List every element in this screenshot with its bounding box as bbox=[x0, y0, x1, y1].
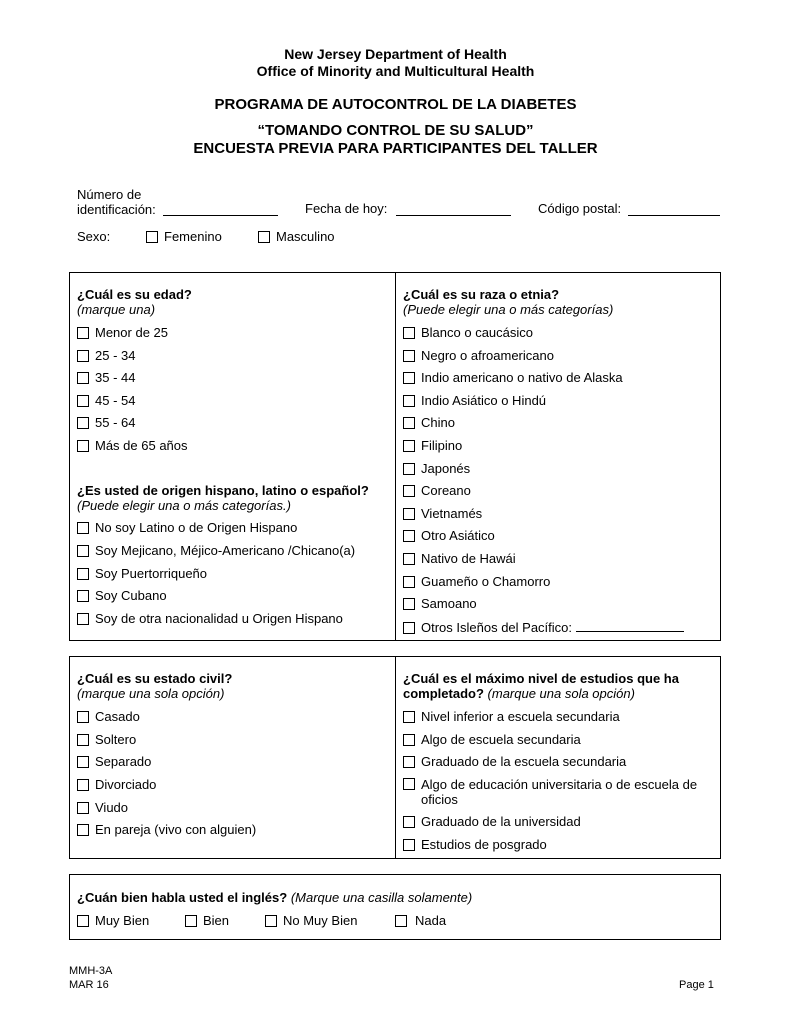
date-label: Fecha de hoy: bbox=[305, 201, 388, 216]
english-box bbox=[69, 874, 721, 940]
checkbox[interactable] bbox=[77, 613, 89, 625]
race-instruction: (Puede elegir una o más categorías) bbox=[403, 302, 614, 317]
age-option[interactable]: 35 - 44 bbox=[77, 370, 135, 385]
hispanic-instruction: (Puede elegir una o más categorías.) bbox=[77, 498, 291, 513]
checkbox[interactable] bbox=[77, 440, 89, 452]
box-divider bbox=[395, 272, 396, 641]
race-option[interactable]: Negro o afroamericano bbox=[403, 348, 554, 363]
race-option[interactable]: Nativo de Hawái bbox=[403, 551, 516, 566]
checkbox[interactable] bbox=[403, 530, 415, 542]
race-option[interactable]: Otro Asiático bbox=[403, 528, 495, 543]
education-option[interactable]: Estudios de posgrado bbox=[403, 837, 547, 852]
race-option[interactable]: Chino bbox=[403, 415, 455, 430]
checkbox[interactable] bbox=[403, 372, 415, 384]
box-divider bbox=[395, 656, 396, 859]
english-option[interactable]: Nada bbox=[395, 913, 446, 928]
hispanic-option[interactable]: Soy Mejicano, Méjico-Americano /Chicano(a) bbox=[77, 543, 355, 558]
education-option[interactable]: Graduado de la universidad bbox=[403, 814, 581, 829]
checkbox[interactable] bbox=[403, 417, 415, 429]
race-option[interactable]: Japonés bbox=[403, 461, 470, 476]
other-pacific-field[interactable] bbox=[576, 619, 684, 632]
english-option[interactable]: Muy Bien bbox=[77, 913, 149, 928]
checkbox[interactable] bbox=[77, 350, 89, 362]
marital-instruction: (marque una sola opción) bbox=[77, 686, 225, 701]
race-option[interactable]: Coreano bbox=[403, 483, 471, 498]
sex-option-female[interactable]: Femenino bbox=[146, 229, 222, 244]
page-number: Page 1 bbox=[679, 979, 714, 991]
race-option[interactable]: Guameño o Chamorro bbox=[403, 574, 550, 589]
marital-option[interactable]: En pareja (vivo con alguien) bbox=[77, 822, 256, 837]
checkbox[interactable] bbox=[403, 598, 415, 610]
checkbox[interactable] bbox=[77, 327, 89, 339]
checkbox[interactable] bbox=[146, 231, 158, 243]
education-option[interactable]: Algo de escuela secundaria bbox=[403, 732, 581, 747]
marital-option[interactable]: Casado bbox=[77, 709, 140, 724]
checkbox[interactable] bbox=[77, 779, 89, 791]
checkbox[interactable] bbox=[403, 327, 415, 339]
race-question: ¿Cuál es su raza o etnia? bbox=[403, 287, 560, 302]
checkbox[interactable] bbox=[77, 395, 89, 407]
zip-label: Código postal: bbox=[538, 201, 622, 216]
marital-question: ¿Cuál es su estado civil? bbox=[77, 671, 233, 686]
program-title: PROGRAMA DE AUTOCONTROL DE LA DIABETES bbox=[214, 96, 577, 113]
english-question: ¿Cuán bien habla usted el inglés? (Marque una casilla solamente) bbox=[77, 890, 473, 905]
checkbox[interactable] bbox=[258, 231, 270, 243]
marital-option[interactable]: Divorciado bbox=[77, 777, 156, 792]
hispanic-question: ¿Es usted de origen hispano, latino o español? bbox=[77, 483, 369, 498]
race-option[interactable]: Indio americano o nativo de Alaska bbox=[403, 370, 623, 385]
marital-option[interactable]: Separado bbox=[77, 754, 151, 769]
program-subtitle: “TOMANDO CONTROL DE SU SALUD” bbox=[257, 122, 534, 139]
checkbox[interactable] bbox=[403, 622, 415, 634]
hispanic-option[interactable]: Soy Puertorriqueño bbox=[77, 566, 207, 581]
checkbox[interactable] bbox=[77, 417, 89, 429]
english-option[interactable]: Bien bbox=[185, 913, 229, 928]
checkbox[interactable] bbox=[403, 839, 415, 851]
hispanic-option[interactable]: Soy Cubano bbox=[77, 588, 167, 603]
checkbox[interactable] bbox=[77, 568, 89, 580]
age-instruction: (marque una) bbox=[77, 302, 156, 317]
checkbox[interactable] bbox=[403, 756, 415, 768]
office-name: Office of Minority and Multicultural Health bbox=[256, 63, 535, 79]
checkbox[interactable] bbox=[77, 522, 89, 534]
hispanic-option[interactable]: Soy de otra nacionalidad u Origen Hispano bbox=[77, 611, 343, 626]
checkbox[interactable] bbox=[77, 711, 89, 723]
checkbox[interactable] bbox=[77, 545, 89, 557]
date-field[interactable] bbox=[396, 203, 511, 216]
education-question-line1: ¿Cuál es el máximo nivel de estudios que ha bbox=[403, 671, 679, 686]
id-label-line2: identificación: bbox=[77, 202, 156, 217]
checkbox[interactable] bbox=[403, 711, 415, 723]
race-option[interactable]: Filipino bbox=[403, 438, 462, 453]
age-option[interactable]: 55 - 64 bbox=[77, 415, 135, 430]
education-option[interactable]: Nivel inferior a escuela secundaria bbox=[403, 709, 620, 724]
checkbox[interactable] bbox=[403, 576, 415, 588]
checkbox[interactable] bbox=[403, 734, 415, 746]
race-option[interactable]: Indio Asiático o Hindú bbox=[403, 393, 546, 408]
education-option[interactable]: Graduado de la escuela secundaria bbox=[403, 754, 626, 769]
checkbox[interactable] bbox=[403, 508, 415, 520]
race-option[interactable]: Vietnamés bbox=[403, 506, 482, 521]
checkbox[interactable] bbox=[77, 734, 89, 746]
checkbox[interactable] bbox=[403, 463, 415, 475]
sex-label: Sexo: bbox=[77, 229, 111, 244]
marital-option[interactable]: Viudo bbox=[77, 800, 128, 815]
checkbox[interactable] bbox=[77, 756, 89, 768]
race-option[interactable]: Samoano bbox=[403, 596, 477, 611]
age-option[interactable]: Más de 65 años bbox=[77, 438, 188, 453]
checkbox[interactable] bbox=[403, 350, 415, 362]
age-option[interactable]: 25 - 34 bbox=[77, 348, 135, 363]
race-option[interactable]: Blanco o caucásico bbox=[403, 325, 533, 340]
race-option-other-pacific[interactable]: Otros Isleños del Pacífico: bbox=[403, 619, 684, 635]
age-option[interactable]: 45 - 54 bbox=[77, 393, 135, 408]
marital-option[interactable]: Soltero bbox=[77, 732, 136, 747]
checkbox[interactable] bbox=[77, 372, 89, 384]
checkbox[interactable] bbox=[185, 915, 197, 927]
english-option[interactable]: No Muy Bien bbox=[265, 913, 357, 928]
checkbox[interactable] bbox=[403, 485, 415, 497]
id-label-line1: Número de bbox=[77, 187, 142, 202]
age-option[interactable]: Menor de 25 bbox=[77, 325, 168, 340]
checkbox[interactable] bbox=[77, 802, 89, 814]
hispanic-option[interactable]: No soy Latino o de Origen Hispano bbox=[77, 520, 297, 535]
form-code: MMH-3A bbox=[69, 965, 113, 977]
education-question-line2: completado? (marque una sola opción) bbox=[403, 686, 635, 701]
checkbox[interactable] bbox=[403, 778, 415, 790]
checkbox[interactable] bbox=[403, 553, 415, 565]
department-name: New Jersey Department of Health bbox=[284, 46, 507, 62]
age-question: ¿Cuál es su edad? bbox=[77, 287, 192, 302]
checkbox[interactable] bbox=[77, 590, 89, 602]
id-field[interactable] bbox=[163, 203, 278, 216]
checkbox[interactable] bbox=[395, 915, 407, 927]
checkbox[interactable] bbox=[77, 824, 89, 836]
zip-field[interactable] bbox=[628, 203, 720, 216]
form-date: MAR 16 bbox=[69, 979, 109, 991]
survey-title: ENCUESTA PREVIA PARA PARTICIPANTES DEL TALLER bbox=[193, 140, 598, 157]
sex-option-male[interactable]: Masculino bbox=[258, 229, 335, 244]
checkbox[interactable] bbox=[77, 915, 89, 927]
checkbox[interactable] bbox=[403, 395, 415, 407]
checkbox[interactable] bbox=[403, 440, 415, 452]
checkbox[interactable] bbox=[403, 816, 415, 828]
education-option[interactable]: Algo de educación universitaria o de escuela de oficios bbox=[403, 777, 703, 807]
checkbox[interactable] bbox=[265, 915, 277, 927]
